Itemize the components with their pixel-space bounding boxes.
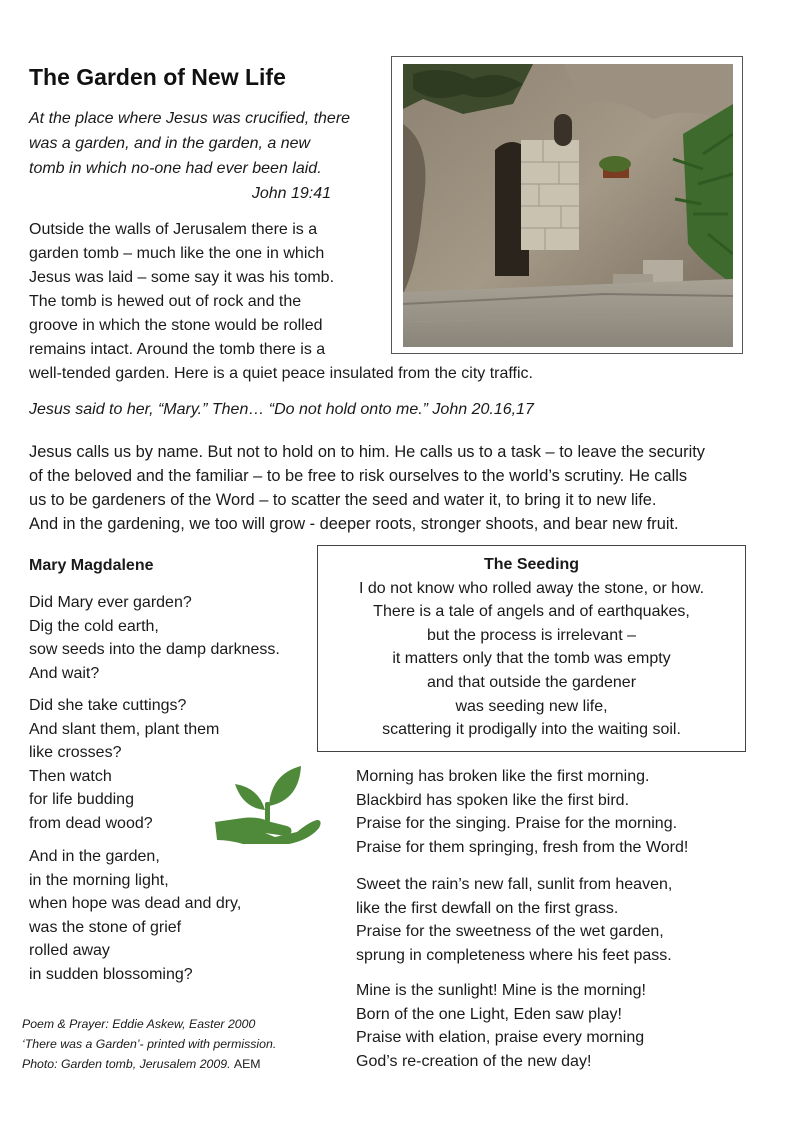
poem-line: Then watch bbox=[29, 767, 112, 785]
hymn-line: Morning has broken like the first morning. bbox=[356, 768, 650, 785]
seeding-line: There is a tale of angels and of earthquakes, bbox=[373, 603, 690, 621]
seeding-line: I do not know who rolled away the stone, or how. bbox=[358, 579, 705, 597]
intro-paragraph bbox=[29, 218, 374, 362]
garden-tomb-photo-icon bbox=[403, 64, 733, 347]
poem-stanza bbox=[29, 694, 219, 836]
poem-line: was the stone of grief bbox=[29, 918, 182, 936]
seedling-hand-icon bbox=[213, 762, 323, 851]
poem-line: like crosses? bbox=[29, 744, 122, 762]
quote-reference: John 19:41 bbox=[251, 185, 331, 202]
poem-line: for life budding bbox=[29, 791, 134, 809]
hymn-line: Praise for the sweetness of the wet garden, bbox=[356, 923, 664, 941]
hymn-line: Praise for them springing, fresh from the Word! bbox=[356, 838, 689, 856]
hymn-line: Mine is the sunlight! Mine is the morning! bbox=[356, 982, 646, 999]
hymn-stanza bbox=[356, 979, 646, 1073]
poem-line: And in the garden, bbox=[29, 848, 160, 865]
hymn-line: like the first dewfall on the first grass. bbox=[356, 899, 619, 917]
paragraph-line: of the beloved and the familiar – to be free to risk ourselves to the world’s scrutiny. He calls bbox=[29, 467, 688, 485]
credits bbox=[22, 1014, 276, 1074]
seeding-line: it matters only that the tomb was empty bbox=[392, 650, 671, 668]
hymn-line: Blackbird has spoken like the first bird. bbox=[356, 791, 630, 809]
poem-line: Did she take cuttings? bbox=[29, 697, 187, 714]
page-title: The Garden of New Life bbox=[29, 64, 286, 90]
poem-line: Dig the cold earth, bbox=[29, 617, 159, 635]
opening-quote bbox=[29, 106, 379, 206]
scripture-quote: Jesus said to her, “Mary.” Then… “Do not hold onto me.” John 20.16,17 bbox=[29, 401, 534, 418]
hymn-line: Sweet the rain’s new fall, sunlit from heaven, bbox=[356, 876, 673, 893]
intro-line: The tomb is hewed out of rock and the bbox=[29, 293, 302, 310]
poem-line: Did Mary ever garden? bbox=[29, 594, 192, 611]
quote-line: tomb in which no-one had ever been laid. bbox=[29, 160, 322, 177]
hymn-line: sprung in completeness where his feet pass. bbox=[356, 946, 672, 964]
intro-line: garden tomb – much like the one in which bbox=[29, 245, 325, 262]
intro-line: Jesus was laid – some say it was his tomb. bbox=[29, 269, 335, 286]
hymn-line: Praise with elation, praise every morning bbox=[356, 1029, 645, 1047]
seeding-poem-box bbox=[317, 545, 746, 752]
intro-line: Outside the walls of Jerusalem there is a bbox=[29, 221, 318, 238]
seeding-line: was seeding new life, bbox=[455, 697, 608, 715]
credit-initials: AEM bbox=[233, 1057, 261, 1071]
poem-stanza bbox=[29, 591, 280, 685]
paragraph-line: Jesus calls us by name. But not to hold on to him. He calls us to a task – to leave the security bbox=[29, 443, 706, 461]
seeding-line: and that outside the gardener bbox=[426, 673, 637, 691]
body-paragraph bbox=[29, 440, 759, 536]
poem-title: Mary Magdalene bbox=[29, 557, 154, 574]
poem-line: in the morning light, bbox=[29, 871, 169, 889]
hymn-stanza bbox=[356, 873, 672, 967]
quote-line: At the place where Jesus was crucified, there bbox=[29, 110, 351, 127]
poem-line: And slant them, plant them bbox=[29, 720, 220, 738]
credit-line: Poem & Prayer: Eddie Askew, Easter 2000 bbox=[22, 1017, 256, 1031]
intro-line: remains intact. Around the tomb there is a bbox=[29, 341, 326, 358]
poem-line: when hope was dead and dry, bbox=[29, 895, 242, 913]
paragraph-line: And in the gardening, we too will grow - deeper roots, stronger shoots, and bear new fruit. bbox=[29, 515, 679, 533]
hymn-line: Born of the one Light, Eden saw play! bbox=[356, 1005, 622, 1023]
garden-tomb-photo bbox=[391, 56, 743, 354]
intro-line: groove in which the stone would be rolled bbox=[29, 317, 323, 334]
hymn-stanza bbox=[356, 765, 688, 859]
photo-credit: Photo: Garden tomb, Jerusalem 2009. bbox=[22, 1057, 231, 1071]
intro-line: well-tended garden. Here is a quiet peace insulated from the city traffic. bbox=[29, 365, 533, 382]
poem-line: in sudden blossoming? bbox=[29, 965, 193, 983]
credit-line: ‘There was a Garden’- printed with permission. bbox=[22, 1037, 277, 1051]
poem-stanza bbox=[29, 845, 241, 987]
poem-line: sow seeds into the damp darkness. bbox=[29, 641, 280, 659]
seeding-title: The Seeding bbox=[483, 556, 580, 573]
poem-line: And wait? bbox=[29, 664, 100, 682]
credit-line bbox=[22, 1054, 276, 1074]
seeding-line: but the process is irrelevant – bbox=[427, 626, 636, 644]
poem-line: rolled away bbox=[29, 942, 110, 960]
hymn-line: Praise for the singing. Praise for the morning. bbox=[356, 815, 678, 833]
paragraph-line: us to be gardeners of the Word – to scatter the seed and water it, to bring it to new life. bbox=[29, 491, 657, 509]
poem-line: from dead wood? bbox=[29, 814, 153, 832]
hymn-line: God’s re-creation of the new day! bbox=[356, 1052, 592, 1070]
seeding-line: scattering it prodigally into the waiting soil. bbox=[382, 721, 681, 739]
quote-line: was a garden, and in the garden, a new bbox=[29, 135, 311, 152]
